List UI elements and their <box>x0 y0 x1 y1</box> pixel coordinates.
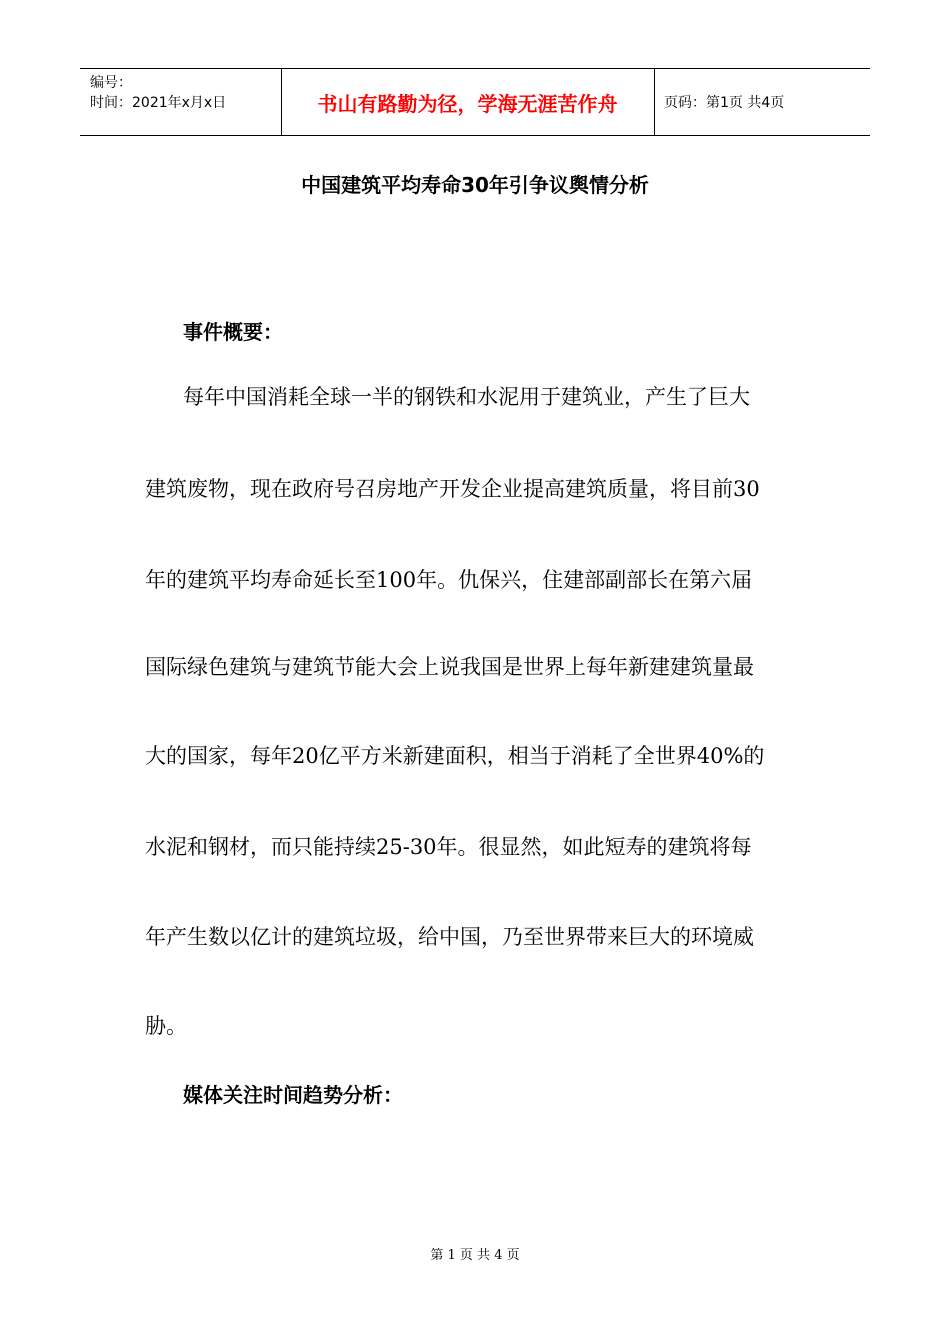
header-divider <box>654 69 655 135</box>
time-label: 时间：2021年x月x日 <box>90 95 227 111</box>
page-header <box>80 68 870 136</box>
paragraph-line: 每年中国消耗全球一半的钢铁和水泥用于建筑业，产生了巨大 <box>183 385 750 409</box>
header-meta <box>90 73 226 113</box>
document-title: 中国建筑平均寿命30年引争议舆情分析 <box>301 173 649 197</box>
header-motto: 书山有路勤为径，学海无涯苦作舟 <box>317 91 618 116</box>
header-page-info: 页码：第1页 共4页 <box>664 95 785 111</box>
paragraph-line: 大的国家，每年20亿平方米新建面积，相当于消耗了全世界40%的 <box>145 744 765 768</box>
paragraph-line: 建筑废物，现在政府号召房地产开发企业提高建筑质量，将目前30 <box>145 477 760 501</box>
paragraph-line: 胁。 <box>145 1014 187 1038</box>
number-label: 编号： <box>90 75 132 91</box>
paragraph-line: 年的建筑平均寿命延长至100年。仇保兴，住建部副部长在第六届 <box>145 568 753 592</box>
paragraph-line: 国际绿色建筑与建筑节能大会上说我国是世界上每年新建建筑量最 <box>145 655 754 679</box>
paragraph-line: 水泥和钢材，而只能持续25-30年。很显然，如此短寿的建筑将每 <box>145 835 752 859</box>
section-heading-summary: 事件概要： <box>183 320 283 344</box>
section-heading-media-trend: 媒体关注时间趋势分析： <box>183 1083 403 1107</box>
paragraph-line: 年产生数以亿计的建筑垃圾，给中国，乃至世界带来巨大的环境威 <box>145 925 754 949</box>
page-footer: 第 1 页 共 4 页 <box>430 1248 520 1263</box>
